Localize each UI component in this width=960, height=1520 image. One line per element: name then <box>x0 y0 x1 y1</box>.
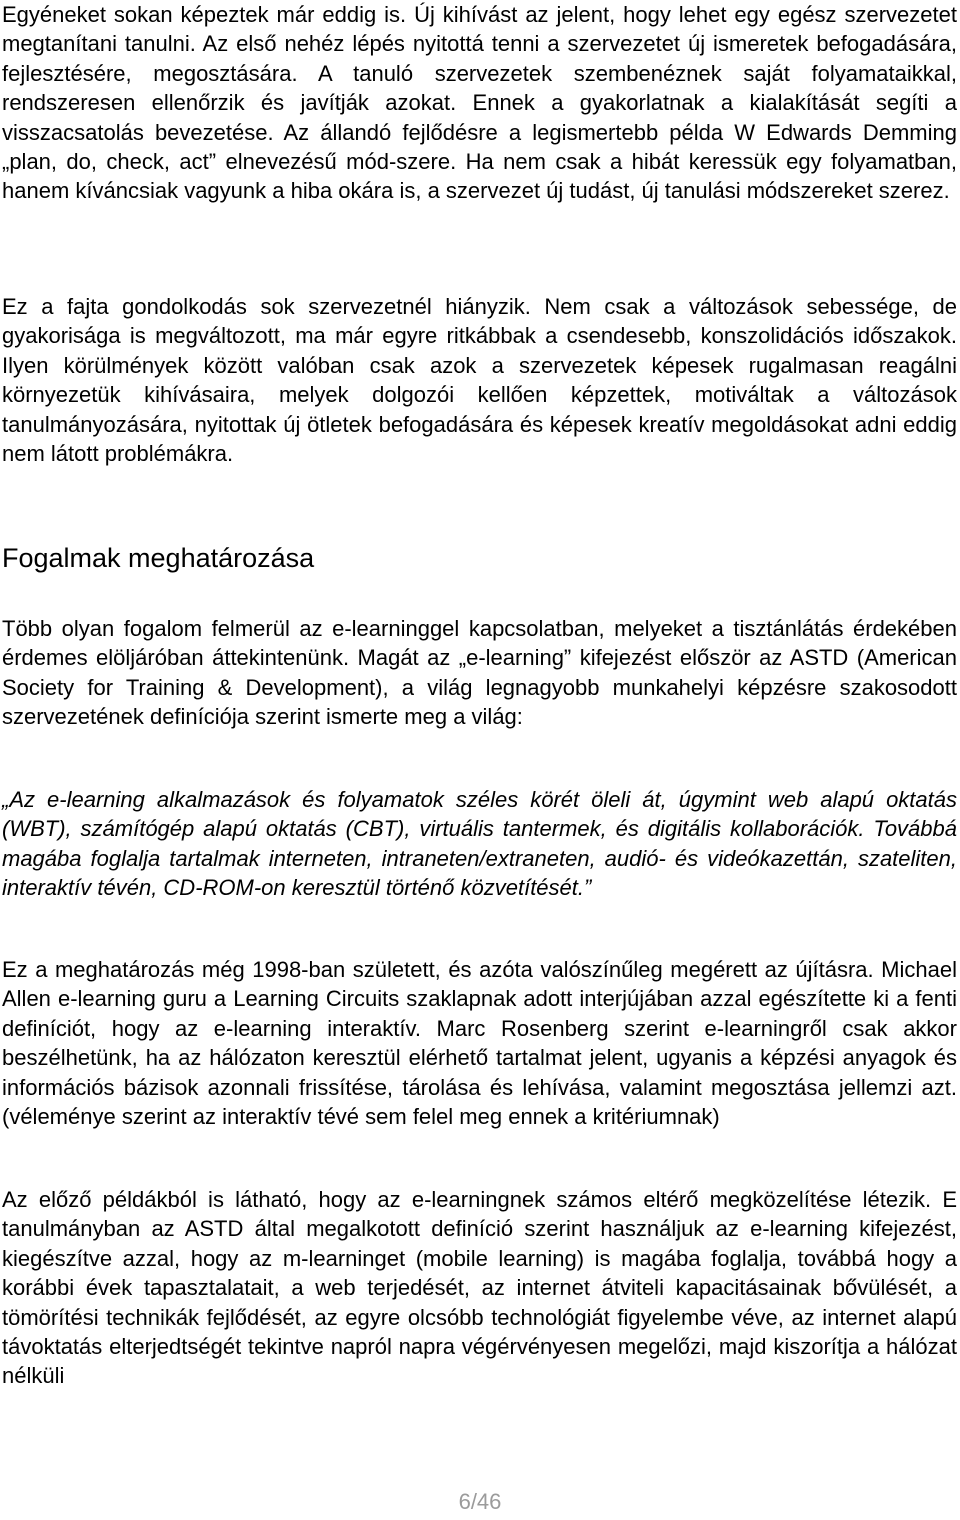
body-paragraph: Több olyan fogalom felmerül az e-learninggel kapcsolatban, melyeket a tisztánlátás érdekében érdemes elöljáróban áttekintenünk. Magát az „e-learning” kifejezést először az ASTD (American Society for Training & Development), a világ legnagyobb munkahelyi képzésre szakosodott szervezetének definíciója szerint ismerte meg a világ: <box>2 616 957 730</box>
body-paragraph: Ez a meghatározás még 1998-ban született, és azóta valószínűleg megérett az újításra. Michael Allen e-learning guru a Learning Circuits szaklapnak adott interjújában azzal egészítette ki a fenti definíciót, hogy az e-learning interaktív. Marc Rosenberg szerint e-learningről csak akkor beszélhetünk, ha az hálózaton keresztül elérhető tartalmat jelent, ugyanis a képzési anyagok és információs bázisok azonnali frissítése, tárolása és lehívása, valamint megosztása jellemzi azt. (véleménye szerint az interaktív tévé sem felel meg ennek a kritériumnak) <box>2 957 957 1130</box>
section-heading: Fogalmak meghatározása <box>2 543 315 573</box>
body-paragraph: Egyéneket sokan képeztek már eddig is. Új kihívást az jelent, hogy lehet egy egész szervezetet megtanítani tanulni. Az első nehéz lépés nyitottá tenni a szervezetet új ismeretek befogadására, fejlesztésére, megosztására. A tanuló szervezetek szembenéznek saját folyamataikkal, rendszeresen ellenőrzik és javítják azokat. Ennek a gyakorlatnak a kialakítását segíti a visszacsatolás bevezetése. Az állandó fejlődésre a legismertebb példa W Edwards Demming „plan, do, check, act” elnevezésű mód-szere. Ha nem csak a hibát keressük egy folyamatban, hanem kíváncsiak vagyunk a hiba okára is, a szervezet új tudást, új tanulási módszereket szerez. <box>2 2 957 204</box>
page-number: 6/46 <box>458 1489 502 1514</box>
body-paragraph: Ez a fajta gondolkodás sok szervezetnél hiányzik. Nem csak a változások sebessége, de gyakorisága is megváltozott, ma már egyre ritkábbak a csendesebb, konszolidációs időszakok. Ilyen körülmények között valóban csak azok a szervezetek képesek rugalmasan reagálni környezetük kihívásaira, melyek dolgozói kellően képzettek, motiváltak a változások tanulmányozására, nyitottak új ötletek befogadására és képesek kreatív megoldásokat adni eddig nem látott problémákra. <box>2 294 957 467</box>
body-paragraph: Az előző példákból is látható, hogy az e-learningnek számos eltérő megközelítése létezik. E tanulmányban az ASTD által megalkotott definíció szerint használjuk az e-learning kifejezést, kiegészítve azzal, hogy az m-learninget (mobile learning) is magába foglalja, továbbá hogy a korábbi évek tapasztalatait, a web terjedését, az internet átviteli kapacitásainak bővülését, a tömörítési technikák fejlődését, az egyre olcsóbb technológiát figyelembe véve, az internet alapú távoktatás elterjedtségét tekintve napról napra végérvényesen megelőzi, majd kiszorítja a hálózat nélküli <box>2 1187 957 1389</box>
definition-quote: „Az e-learning alkalmazások és folyamatok széles körét öleli át, úgymint web alapú oktatás (WBT), számítógép alapú oktatás (CBT), virtuális tantermek, és digitális kollaborációk. Továbbá magába foglalja tartalmak interneten, intraneten/extraneten, audió- és videókazettán, szateliten, interaktív tévén, CD-ROM-on keresztül történő közvetítését.” <box>2 787 957 901</box>
